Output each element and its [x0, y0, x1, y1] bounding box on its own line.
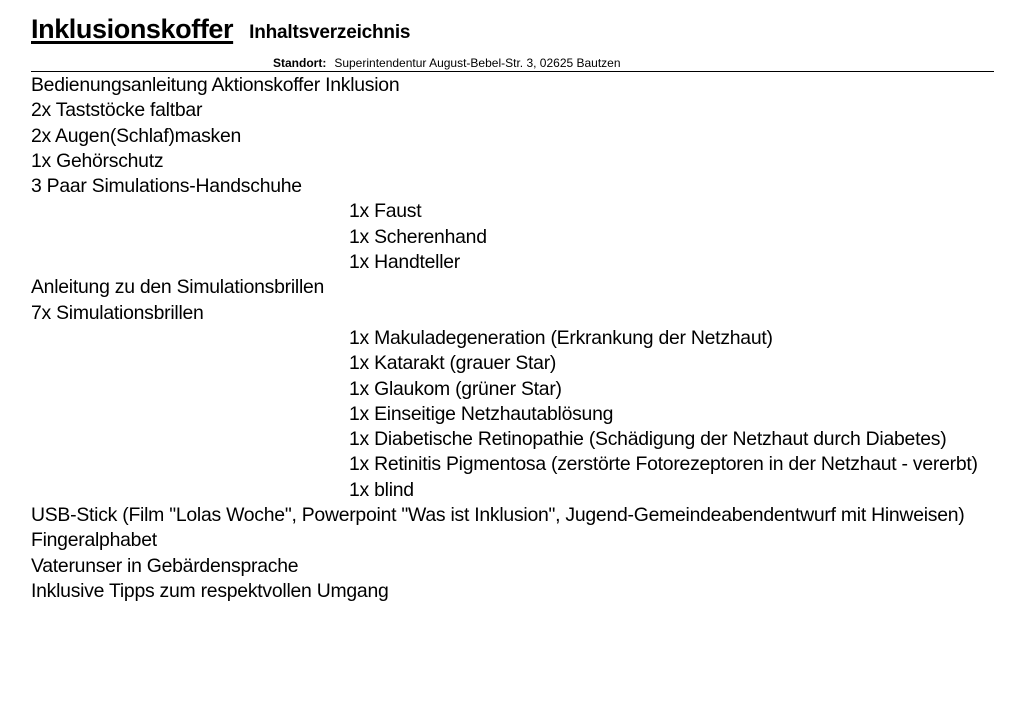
list-subitem: 1x Retinitis Pigmentosa (zerstörte Fotorezeptoren in der Netzhaut - vererbt)	[349, 453, 978, 476]
list-subitem: 1x Glaukom (grüner Star)	[349, 377, 562, 400]
list-item: 1x Gehörschutz	[31, 149, 164, 172]
list-item: Bedienungsanleitung Aktionskoffer Inklusion	[31, 74, 400, 96]
header-divider	[31, 71, 994, 72]
location-label: Standort:	[273, 56, 327, 70]
list-item: Vaterunser in Gebärdensprache	[31, 554, 299, 577]
contents-list	[31, 73, 991, 604]
list-item: 2x Taststöcke faltbar	[31, 99, 203, 122]
document-title: Inklusionskoffer	[31, 14, 234, 44]
list-subitem: 1x Katarakt (grauer Star)	[349, 352, 557, 375]
list-subitem: 1x Makuladegeneration (Erkrankung der Netzhaut)	[349, 326, 773, 349]
list-item: USB-Stick (Film "Lolas Woche", Powerpoint "Was ist Inklusion", Jugend-Gemeindeabendentwurf mit Hinweisen)	[31, 504, 965, 527]
location-value: Superintendentur August-Bebel-Str. 3, 02625 Bautzen	[334, 56, 621, 70]
list-subitem: 1x Scherenhand	[349, 225, 487, 248]
list-subitem: 1x Diabetische Retinopathie (Schädigung der Netzhaut durch Diabetes)	[349, 428, 947, 451]
list-subitem: 1x Faust	[349, 200, 422, 223]
header	[31, 14, 410, 45]
list-subitem: 1x blind	[349, 478, 414, 501]
list-subitem: 1x Einseitige Netzhautablösung	[349, 402, 614, 425]
document-subtitle: Inhaltsverzeichnis	[249, 22, 411, 43]
list-item: Anleitung zu den Simulationsbrillen	[31, 276, 325, 299]
list-item: 7x Simulationsbrillen	[31, 301, 204, 324]
list-item: Inklusive Tipps zum respektvollen Umgang	[31, 579, 389, 602]
list-item: 3 Paar Simulations-Handschuhe	[31, 175, 302, 198]
list-item: 2x Augen(Schlaf)masken	[31, 124, 242, 147]
list-subitem: 1x Handteller	[349, 251, 461, 274]
location-line	[273, 56, 621, 70]
list-item: Fingeralphabet	[31, 529, 157, 552]
